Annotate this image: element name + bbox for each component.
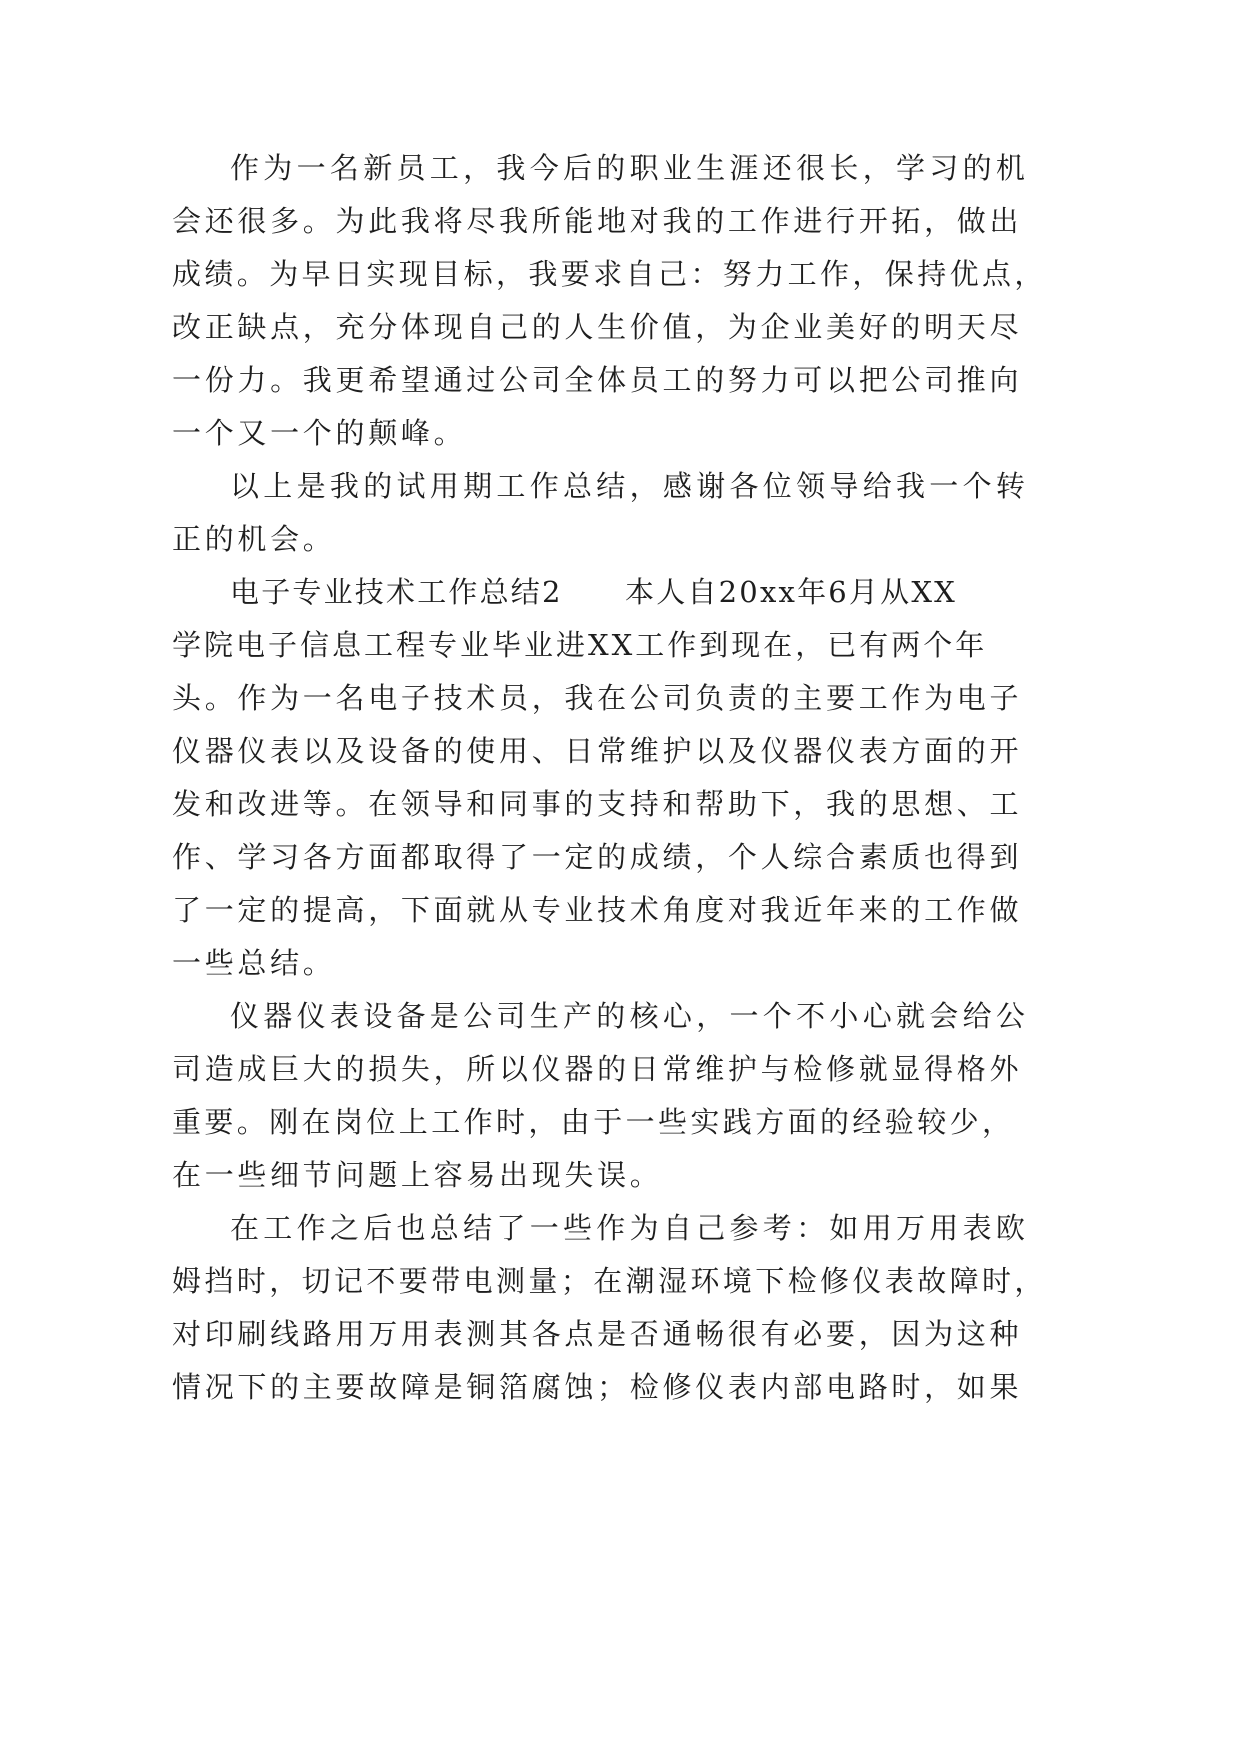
text-line: 司造成巨大的损失，所以仪器的日常维护与检修就显得格外	[172, 1052, 1023, 1086]
text-line: 头。作为一名电子技术员，我在公司负责的主要工作为电子	[172, 681, 1023, 715]
text-line: 会还很多。为此我将尽我所能地对我的工作进行开拓，做出	[172, 204, 1023, 238]
text-line: 电子专业技术工作总结2 本人自20xx年6月从XX	[230, 575, 958, 609]
text-line: 对印刷线路用万用表测其各点是否通畅很有必要，因为这种	[172, 1317, 1023, 1351]
text-line: 作为一名新员工，我今后的职业生涯还很长，学习的机	[230, 151, 1030, 185]
text-line: 仪器仪表设备是公司生产的核心，一个不小心就会给公	[230, 999, 1030, 1033]
text-line: 作、学习各方面都取得了一定的成绩，个人综合素质也得到	[172, 840, 1023, 874]
text-line: 在工作之后也总结了一些作为自己参考：如用万用表欧	[230, 1211, 1030, 1245]
text-line: 一些总结。	[172, 946, 336, 980]
text-line: 改正缺点，充分体现自己的人生价值，为企业美好的明天尽	[172, 310, 1023, 344]
text-line: 仪器仪表以及设备的使用、日常维护以及仪器仪表方面的开	[172, 734, 1023, 768]
text-line: 在一些细节问题上容易出现失误。	[172, 1158, 663, 1192]
text-line: 重要。刚在岗位上工作时，由于一些实践方面的经验较少，	[172, 1105, 1015, 1139]
text-line: 一份力。我更希望通过公司全体员工的努力可以把公司推向	[172, 363, 1023, 397]
text-line: 正的机会。	[172, 522, 336, 556]
text-line: 发和改进等。在领导和同事的支持和帮助下，我的思想、工	[172, 787, 1023, 821]
text-line: 以上是我的试用期工作总结，感谢各位领导给我一个转	[230, 469, 1030, 503]
text-line: 成绩。为早日实现目标，我要求自己：努力工作，保持优点，	[172, 257, 1047, 291]
text-line: 了一定的提高，下面就从专业技术角度对我近年来的工作做	[172, 893, 1023, 927]
text-line: 学院电子信息工程专业毕业进XX工作到现在，已有两个年	[172, 628, 988, 662]
text-line: 一个又一个的颠峰。	[172, 416, 467, 450]
text-line: 情况下的主要故障是铜箔腐蚀；检修仪表内部电路时，如果	[172, 1370, 1023, 1404]
text-line: 姆挡时，切记不要带电测量；在潮湿环境下检修仪表故障时，	[172, 1264, 1047, 1298]
